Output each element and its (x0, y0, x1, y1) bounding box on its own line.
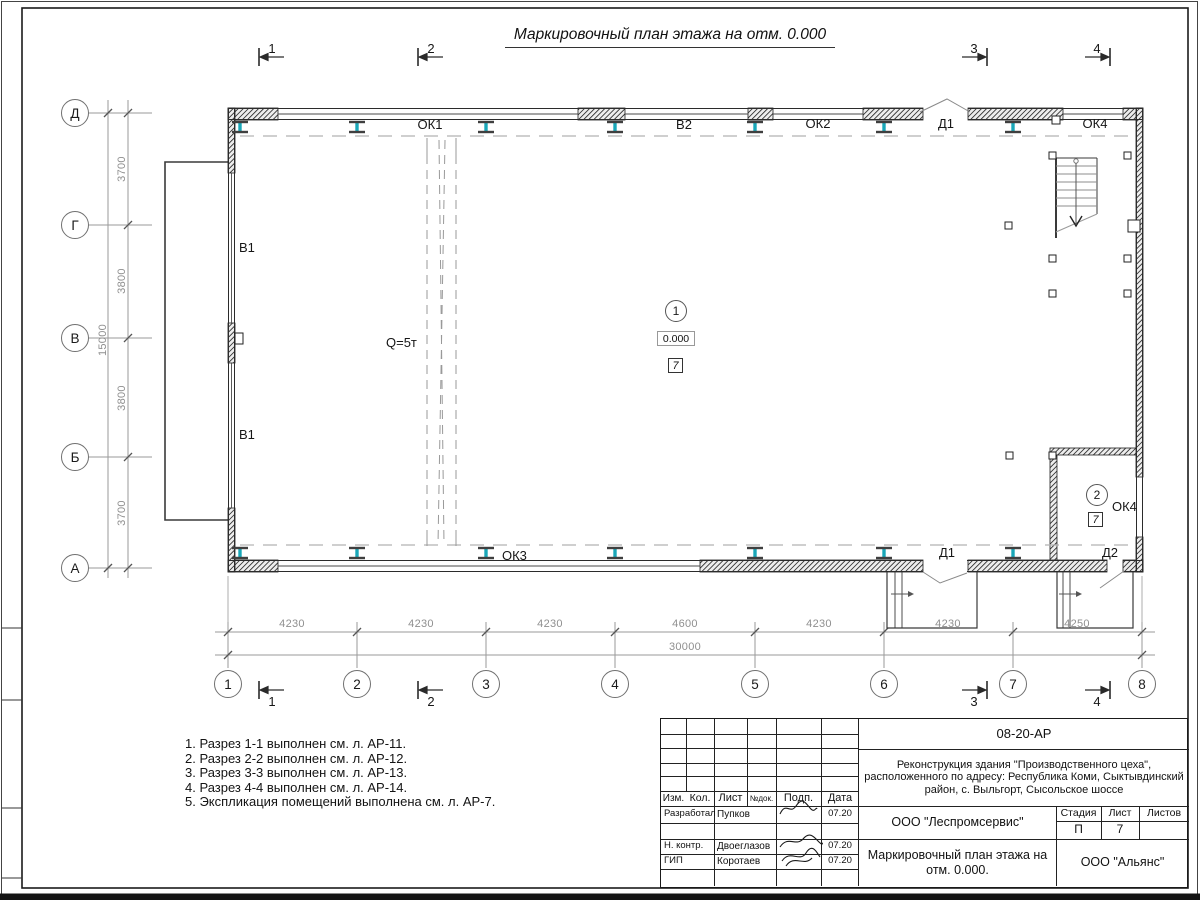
dimension-lines (104, 100, 1155, 659)
title-block (660, 718, 1188, 888)
room-2-floor-type: 7 (1088, 512, 1103, 527)
axis-bubble-d: Д (61, 99, 89, 127)
signature-ncontrol-gip (776, 833, 824, 869)
dim-g-v: 3800 (116, 268, 128, 294)
tb-name-gip: Коротаев (717, 855, 761, 867)
tb-doc-title: Маркировочный план этажа на отм. 0.000. (867, 848, 1048, 877)
dim-bottom-total: 30000 (668, 641, 702, 653)
label-ok4-room: ОК4 (1112, 499, 1137, 514)
title-block-signature-table (661, 719, 859, 886)
tb-name-ncontrol: Двоеглазов (717, 840, 771, 852)
section-mark-4-bottom: 4 (1093, 694, 1101, 709)
dim-1-2: 4230 (279, 618, 305, 630)
axis-bubble-5: 5 (741, 670, 769, 698)
margin-cells (2, 628, 22, 878)
notes-list (185, 737, 495, 810)
tb-header-izm: Изм. (662, 792, 685, 804)
column-markers (1005, 116, 1140, 459)
stairs (1056, 158, 1097, 238)
dim-3-4: 4230 (537, 618, 563, 630)
section-arrows (259, 48, 1110, 699)
section-mark-2-bottom: 2 (427, 694, 435, 709)
axis-bubble-3: 3 (472, 670, 500, 698)
tb-role-ncontrol: Н. контр. (664, 840, 704, 852)
tb-stage-header: Стадия (1060, 807, 1097, 820)
tb-name-developer: Пупков (717, 808, 750, 820)
label-v2: В2 (676, 117, 692, 132)
dim-2-3: 4230 (408, 618, 434, 630)
label-crane-capacity: Q=5т (386, 335, 417, 350)
tb-doc-code: 08-20-АР (996, 725, 1052, 741)
tb-header-data: Дата (827, 792, 853, 805)
label-ok2: ОК2 (805, 116, 831, 131)
tb-sheets-header: Листов (1146, 807, 1182, 820)
room-1-elevation: 0.000 (657, 331, 695, 346)
axis-bubble-a: А (61, 554, 89, 582)
tb-header-list: Лист (718, 792, 743, 805)
label-d1-bottom: Д1 (938, 545, 956, 560)
room-2-number: 2 (1086, 484, 1108, 506)
tb-customer: ООО "Альянс" (1080, 855, 1165, 870)
axis-bubble-6: 6 (870, 670, 898, 698)
tb-org-name: ООО "Леспромсервис" (891, 815, 1024, 830)
steel-columns (232, 121, 1021, 559)
section-mark-4-top: 4 (1093, 41, 1101, 56)
dim-4-5: 4600 (672, 618, 698, 630)
dim-b-a: 3700 (116, 500, 128, 526)
axis-bubble-b: Б (61, 443, 89, 471)
axis-bubble-1: 1 (214, 670, 242, 698)
tb-sheet-header: Лист (1108, 807, 1132, 820)
label-d1-top: Д1 (937, 116, 955, 131)
axis-bubble-g: Г (61, 211, 89, 239)
section-mark-1-bottom: 1 (268, 694, 276, 709)
tb-header-podp: Подп. (783, 792, 814, 805)
drawing-title: Маркировочный план этажа на отм. 0.000 (505, 26, 835, 48)
dim-6-7: 4230 (935, 618, 961, 630)
label-ok1: ОК1 (417, 117, 443, 132)
dim-v-b: 3800 (116, 385, 128, 411)
section-mark-2-top: 2 (427, 41, 435, 56)
tb-date-gip: 07.20 (828, 855, 852, 867)
axis-v-pier-protrusion (235, 333, 243, 344)
axis-bubble-4: 4 (601, 670, 629, 698)
tb-date-developer: 07.20 (828, 808, 852, 820)
axis-bubble-8: 8 (1128, 670, 1156, 698)
dim-left-total: 15000 (97, 323, 109, 357)
dim-7-8: 4250 (1064, 618, 1090, 630)
room-1-floor-type: 7 (668, 358, 683, 373)
note-line: 2. Разрез 2-2 выполнен см. л. АР-12. (185, 750, 408, 766)
axis-bubble-v: В (61, 324, 89, 352)
annex-outline (165, 162, 228, 520)
axis-bubble-7: 7 (999, 670, 1027, 698)
tb-header-ndoc: №док. (749, 793, 774, 803)
tb-role-gip: ГИП (664, 855, 683, 867)
room-1-number: 1 (665, 300, 687, 322)
label-d2: Д2 (1101, 545, 1119, 560)
tb-date-ncontrol: 07.20 (828, 840, 852, 852)
note-line: 4. Разрез 4-4 выполнен см. л. АР-14. (185, 779, 408, 795)
signature-developer (777, 799, 819, 819)
tb-stage-value: П (1074, 822, 1083, 837)
label-v1-upper: В1 (239, 240, 255, 255)
tb-role-developer: Разработал (664, 808, 716, 820)
dim-d-g: 3700 (116, 156, 128, 182)
section-mark-3-top: 3 (970, 41, 978, 56)
label-v1-lower: В1 (239, 427, 255, 442)
section-mark-1-top: 1 (268, 41, 276, 56)
title-block-main (859, 719, 1189, 886)
tb-header-kol: Кол. (689, 792, 711, 805)
axis-lines (89, 113, 1142, 668)
axis-bubble-2: 2 (343, 670, 371, 698)
tb-project-name: Реконструкция здания "Производственного цеха", расположенного по адресу: Республика Коми, Сыктывдинский район, с. Выльгорт, Сысольское шоссе (864, 758, 1184, 796)
tb-sheet-value: 7 (1116, 822, 1124, 837)
note-line: 1. Разрез 1-1 выполнен см. л. АР-11. (185, 736, 407, 751)
note-line: 3. Разрез 3-3 выполнен см. л. АР-13. (185, 765, 408, 781)
note-line: 5. Экспликация помещений выполнена см. л. АР-7. (185, 794, 496, 810)
label-ok4-top: ОК4 (1082, 116, 1108, 131)
dim-5-6: 4230 (806, 618, 832, 630)
section-mark-3-bottom: 3 (970, 694, 978, 709)
label-ok3: ОК3 (502, 548, 527, 563)
